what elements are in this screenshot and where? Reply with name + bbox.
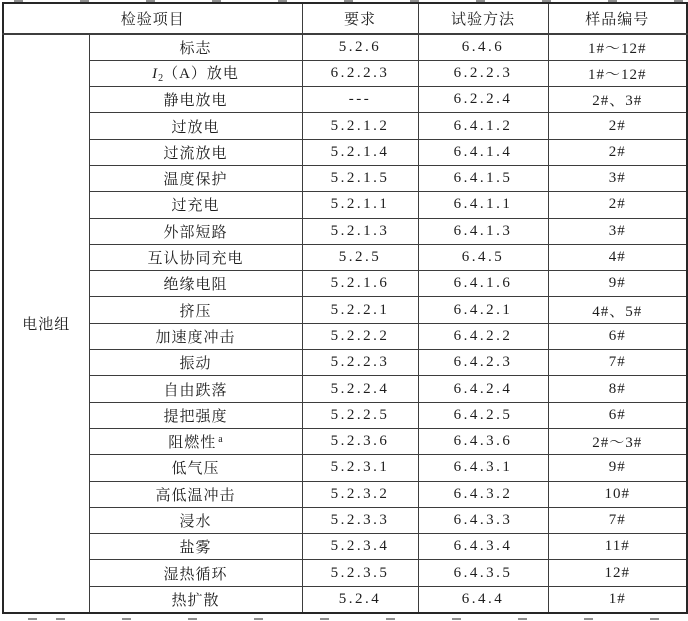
sample-number-cell: 11# [548,534,687,560]
sample-number-cell: 3# [548,165,687,191]
requirement-cell: 5.2.6 [302,34,418,60]
sample-number-cell: 2#、3# [548,87,687,113]
item-name-cell [89,586,302,612]
sample-number-cell: 2#～3# [548,428,687,454]
test-method-cell: 6.4.3.4 [418,534,548,560]
requirement-cell: 5.2.1.3 [302,218,418,244]
test-method-cell: 6.4.1.3 [418,218,548,244]
item-name-cell [89,192,302,218]
sample-number-cell: 10# [548,481,687,507]
test-method-cell: 6.4.2.2 [418,323,548,349]
test-method-cell: 6.4.5 [418,244,548,270]
sample-number-cell: 2# [548,113,687,139]
item-name-cell [89,139,302,165]
table-row [3,113,687,139]
group-cell-battery-pack [3,34,89,613]
table-row [3,60,687,86]
sample-number-cell: 2# [548,192,687,218]
item-name-cell [89,271,302,297]
sample-number-cell: 1#～12# [548,60,687,86]
group-label-text: 电池组 [22,316,71,333]
item-name-cell [89,507,302,533]
test-method-cell: 6.4.1.1 [418,192,548,218]
sample-number-cell: 1# [548,586,687,612]
requirement-cell: 5.2.2.1 [302,297,418,323]
item-name-cell [89,244,302,270]
test-method-cell: 6.4.3.5 [418,560,548,586]
sample-number-cell: 9# [548,455,687,481]
requirement-cell: 5.2.3.6 [302,428,418,454]
item-name-cell [89,34,302,60]
item-name-cell [89,481,302,507]
requirement-cell: 5.2.1.4 [302,139,418,165]
test-method-cell: 6.4.1.6 [418,271,548,297]
test-method-cell: 6.2.2.4 [418,87,548,113]
item-name-text: 热扩散 [171,592,220,609]
table-row [3,560,687,586]
table-row [3,455,687,481]
requirement-cell: 5.2.3.3 [302,507,418,533]
sample-number-cell: 6# [548,402,687,428]
item-name-text: 标志 [179,40,212,57]
requirement-cell: 5.2.2.4 [302,376,418,402]
table-row [3,297,687,323]
requirement-cell: 5.2.2.2 [302,323,418,349]
sample-number-cell: 12# [548,560,687,586]
requirement-cell: 5.2.3.1 [302,455,418,481]
table-row [3,244,687,270]
item-name-cell [89,297,302,323]
item-name-cell [89,402,302,428]
item-name-text: 提把强度 [163,408,228,425]
requirement-cell: 5.2.2.5 [302,402,418,428]
item-name-cell [89,218,302,244]
requirement-cell: 5.2.3.4 [302,534,418,560]
item-name-text: 浸水 [179,513,212,530]
item-name-cell [89,323,302,349]
item-name-cell [89,534,302,560]
item-name-text: 外部短路 [163,224,228,241]
table-row [3,323,687,349]
item-name-cell [89,376,302,402]
requirement-cell: 5.2.3.5 [302,560,418,586]
item-name-cell [89,428,302,454]
header-sample-number: 样品编号 [548,3,687,34]
sample-number-cell: 7# [548,507,687,533]
table-row [3,165,687,191]
item-name-text: 盐雾 [179,540,212,557]
test-method-cell: 6.4.3.1 [418,455,548,481]
requirement-cell: 5.2.1.6 [302,271,418,297]
item-name-text: 加速度冲击 [155,329,236,346]
test-method-cell: 6.4.3.6 [418,428,548,454]
item-name-cell [89,60,302,86]
test-method-cell: 6.4.2.5 [418,402,548,428]
test-method-cell: 6.2.2.3 [418,60,548,86]
table-row [3,376,687,402]
table-row [3,481,687,507]
table-row [3,350,687,376]
table-body [3,34,687,613]
item-name-text: 挤压 [179,303,212,320]
sample-number-cell: 9# [548,271,687,297]
test-method-cell: 6.4.4 [418,586,548,612]
sample-number-cell: 2# [548,139,687,165]
item-name-text: 过放电 [171,119,220,136]
item-name-cell [89,113,302,139]
item-name-text: 阻燃性 [168,435,217,452]
requirement-cell: 5.2.3.2 [302,481,418,507]
table-row [3,428,687,454]
battery-test-items-table [2,2,688,614]
table-row [3,139,687,165]
sample-number-cell: 7# [548,350,687,376]
item-symbol-italic: I [152,66,159,83]
table-row [3,87,687,113]
item-name-cell [89,87,302,113]
item-name-text: 绝缘电阻 [163,277,228,294]
crop-ticks-bottom [0,618,688,620]
table-row [3,402,687,428]
item-name-text: 振动 [179,356,212,373]
test-method-cell: 6.4.6 [418,34,548,60]
test-method-cell: 6.4.3.3 [418,507,548,533]
requirement-cell: 5.2.1.5 [302,165,418,191]
sample-number-cell: 4#、5# [548,297,687,323]
table-row [3,34,687,60]
item-name-cell [89,350,302,376]
sample-number-cell: 8# [548,376,687,402]
item-name-cell [89,165,302,191]
sample-number-cell: 4# [548,244,687,270]
item-name-text: 低气压 [171,461,220,478]
item-name-text: 高低温冲击 [155,487,236,504]
test-method-cell: 6.4.3.2 [418,481,548,507]
requirement-cell: 5.2.2.3 [302,350,418,376]
table-row [3,586,687,612]
requirement-cell: 5.2.1.1 [302,192,418,218]
header-requirement: 要求 [302,3,418,34]
item-name-text: 温度保护 [163,172,228,189]
test-method-cell: 6.4.1.2 [418,113,548,139]
requirement-cell: 5.2.4 [302,586,418,612]
item-name-text: 自由跌落 [163,382,228,399]
item-footnote-superscript: a [218,434,223,446]
requirement-cell: 5.2.5 [302,244,418,270]
table-row [3,507,687,533]
requirement-cell: 5.2.1.2 [302,113,418,139]
sample-number-cell: 1#～12# [548,34,687,60]
item-name-text: 过流放电 [163,145,228,162]
sample-number-cell: 3# [548,218,687,244]
item-name-cell [89,560,302,586]
requirement-cell: 6.2.2.3 [302,60,418,86]
item-name-text: 过充电 [171,198,220,215]
header-row [3,3,687,34]
table-row [3,192,687,218]
item-name-text: （A）放电 [163,66,239,83]
table-row [3,534,687,560]
item-symbol-subscript: 2 [158,73,164,85]
test-method-cell: 6.4.1.4 [418,139,548,165]
item-name-text: 湿热循环 [163,566,228,583]
header-inspection-item: 检验项目 [3,3,302,34]
test-method-cell: 6.4.1.5 [418,165,548,191]
sample-number-cell: 6# [548,323,687,349]
header-test-method: 试验方法 [418,3,548,34]
item-name-text: 静电放电 [163,93,228,110]
table-row [3,271,687,297]
item-name-text: 互认协同充电 [147,251,244,268]
test-method-cell: 6.4.2.3 [418,350,548,376]
table-row [3,218,687,244]
test-method-cell: 6.4.2.4 [418,376,548,402]
test-method-cell: 6.4.2.1 [418,297,548,323]
requirement-cell: --- [302,87,418,113]
item-name-cell [89,455,302,481]
